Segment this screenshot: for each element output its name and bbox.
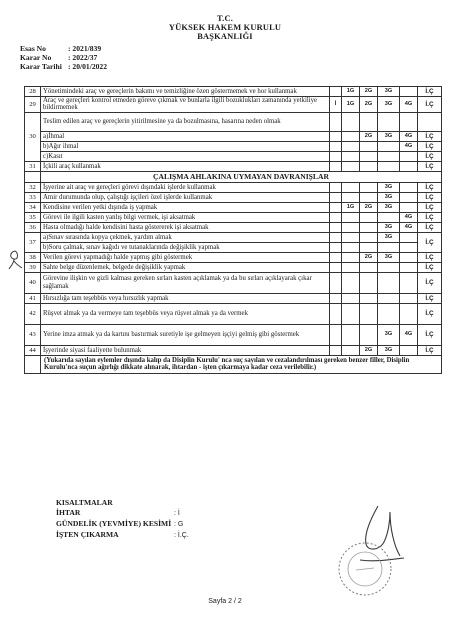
dismissal-cell: İ.Ç <box>418 161 442 171</box>
table-row <box>25 345 442 355</box>
dismissal-cell: İ.Ç <box>418 252 442 262</box>
table-row <box>25 202 442 212</box>
penalty-cell <box>330 87 342 97</box>
offense-text: Verilen görevi yapmadığı halde yapmış gibi göstermek <box>41 252 330 262</box>
dismissal-cell: İ.Ç <box>418 293 442 303</box>
table-row <box>25 262 442 272</box>
table-row <box>25 293 442 303</box>
penalty-cell: 3G <box>378 232 400 242</box>
dismissal-cell: İ.Ç <box>418 97 442 113</box>
decision-date-value: : 20/01/2022 <box>68 62 108 71</box>
dismissal-cell: İ.Ç <box>418 141 442 151</box>
dismissal-cell: İ.Ç <box>418 202 442 212</box>
penalty-cell: 2G <box>360 202 378 212</box>
row-number: 35 <box>25 212 41 222</box>
row-number: 28 <box>25 87 41 97</box>
abbreviation-code: : İ <box>174 510 180 517</box>
abbreviation-term: İHTAR <box>56 508 81 517</box>
abbreviations <box>56 498 189 541</box>
decision-number-value: : 2022/37 <box>68 53 98 62</box>
dismissal-cell: İ.Ç <box>418 345 442 355</box>
table-row <box>25 112 442 131</box>
penalty-cell: 2G <box>360 252 378 262</box>
abbreviation-term: İŞTEN ÇIKARMA <box>56 530 119 539</box>
penalty-cell: 2G <box>360 345 378 355</box>
dismissal-cell: İ.Ç <box>418 151 442 161</box>
offense-text: İşyerine ait araç ve gereçleri görevi dışındaki işlerde kullanmak <box>41 182 330 192</box>
table-row <box>25 161 442 171</box>
offense-text: Rüşvet almak ya da vermeye tam teşebbüs veya rüşvet almak ya da vermek <box>41 303 330 324</box>
row-number: 34 <box>25 202 41 212</box>
penalty-cell <box>400 87 418 97</box>
offense-text: Hırsızlığa tam teşebbüs veya hırsızlık yapmak <box>41 293 330 303</box>
dismissal-cell: İ.Ç <box>418 324 442 345</box>
discipline-table <box>24 86 442 374</box>
case-number-value: : 2021/839 <box>68 44 102 53</box>
case-number-row <box>20 44 107 53</box>
row-number: 33 <box>25 192 41 202</box>
table-row <box>25 151 442 161</box>
penalty-cell: 3G <box>378 345 400 355</box>
offense-text: Kendisine verilen yetki dışında iş yapmak <box>41 202 330 212</box>
row-number: 40 <box>25 272 41 293</box>
penalty-cell: 3G <box>378 324 400 345</box>
row-number: 32 <box>25 182 41 192</box>
section-row <box>25 171 442 182</box>
row-number: 41 <box>25 293 41 303</box>
note-text: (Yukarıda sayılan eylemler dışında kalıp da Disiplin Kurulu' nca suç sayılan ve cezalandırılması gereken benzer filler, Disiplin Kurulu'nca suçun ağırlığı dikkate alınarak, ihtardan - işten çıkarmaya kadar ceza verilebilir.) <box>41 355 442 373</box>
penalty-cell: 2G <box>360 97 378 113</box>
table-row <box>25 131 442 141</box>
penalty-cell: 3G <box>378 131 400 141</box>
abbreviation-term: GÜNDELİK (YEVMİYE) KESİMİ <box>56 519 172 528</box>
decision-date-row <box>20 62 107 71</box>
penalty-cell: 3G <box>378 252 400 262</box>
table-row <box>25 222 442 232</box>
penalty-cell: 4G <box>400 324 418 345</box>
decision-date-label: Karar Tarihi <box>20 62 62 71</box>
table-row <box>25 141 442 151</box>
dismissal-cell: İ.Ç <box>418 303 442 324</box>
penalty-cell: 3G <box>378 182 400 192</box>
offense-text: Görevine ilişkin ve gizli kalması gereken sırları kasten açıklamak ya da bu sırları açıklayarak çıkar sağlamak <box>41 272 330 293</box>
table-row <box>25 232 442 242</box>
penalty-cell: 3G <box>378 192 400 202</box>
penalty-cell: 4G <box>400 97 418 113</box>
header-tc: T.C. <box>217 14 233 23</box>
penalty-cell: 3G <box>378 202 400 212</box>
penalty-cell: 3G <box>378 97 400 113</box>
offense-text: Hasta olmadığı halde kendisini hasta göstererek işi aksatmak <box>41 222 330 232</box>
row-number: 29 <box>25 97 41 113</box>
penalty-cell: 1G <box>342 97 360 113</box>
abbreviation-code: : İ.Ç. <box>174 532 189 539</box>
offense-subitem: b)Ağır ihmal <box>41 141 330 151</box>
penalty-cell: 4G <box>400 212 418 222</box>
dismissal-cell: İ.Ç <box>418 87 442 97</box>
official-seal-icon <box>336 540 394 598</box>
page-number: Sayfa 2 / 2 <box>208 598 242 605</box>
offense-text: Yerine imza atmak ya da kartını bastırmak suretiyle işe gelmeyen işçiyi gelmiş gibi göstermek <box>41 324 330 345</box>
row-number: 44 <box>25 345 41 355</box>
header-office: BAŞKANLIĞI <box>197 32 253 41</box>
dismissal-cell: İ.Ç <box>418 232 442 252</box>
abbreviations-title: KISALTMALAR <box>56 498 113 507</box>
penalty-cell: 4G <box>400 131 418 141</box>
table-row <box>25 97 442 113</box>
table-row <box>25 212 442 222</box>
offense-text: Teslim edilen araç ve gereçlerin yitirilmesine ya da bozulmasına, hasarına neden olmak <box>41 112 330 131</box>
offense-subitem: b)Soru çalmak, sınav kağıdı ve tutanaklarında değişiklik yapmak <box>41 242 330 252</box>
penalty-cell: 3G <box>378 222 400 232</box>
offense-subitem: a)İhmal <box>41 131 330 141</box>
case-info <box>20 44 107 71</box>
table-row <box>25 252 442 262</box>
table-row <box>25 303 442 324</box>
abbreviation-row <box>56 530 189 541</box>
dismissal-cell: İ.Ç <box>418 262 442 272</box>
section-title: ÇALIŞMA AHLAKINA UYMAYAN DAVRANIŞLAR <box>41 171 442 182</box>
table-row <box>25 272 442 293</box>
dismissal-cell: İ.Ç <box>418 182 442 192</box>
dismissal-cell: İ.Ç <box>418 131 442 141</box>
penalty-cell: 3G <box>378 87 400 97</box>
dismissal-cell: İ.Ç <box>418 272 442 293</box>
abbreviation-row <box>56 519 189 530</box>
penalty-cell: 2G <box>360 131 378 141</box>
table-row <box>25 192 442 202</box>
row-number: 30 <box>25 112 41 161</box>
row-number: 42 <box>25 303 41 324</box>
decision-number-row <box>20 53 107 62</box>
offense-text: Görevi ile ilgili kasten yanlış bilgi vermek, işi aksatmak <box>41 212 330 222</box>
note-row <box>25 355 442 373</box>
penalty-cell: 1G <box>342 202 360 212</box>
offense-text: Sahte belge düzenlemek, belgede değişiklik yapmak <box>41 262 330 272</box>
dismissal-cell: İ.Ç <box>418 212 442 222</box>
offense-text: İçkili araç kullanmak <box>41 161 330 171</box>
row-number: 39 <box>25 262 41 272</box>
penalty-cell: 1G <box>342 87 360 97</box>
dismissal-cell: İ.Ç <box>418 192 442 202</box>
offense-subitem: c)Kasıt <box>41 151 330 161</box>
row-number: 43 <box>25 324 41 345</box>
penalty-cell: 2G <box>360 87 378 97</box>
offense-text: Yönetimindeki araç ve gereçlerin bakımı ve temizliğine özen göstermemek ve hor kullanmak <box>41 87 330 97</box>
penalty-cell: 4G <box>400 222 418 232</box>
offense-text: İşyerinde siyasi faaliyette bulunmak <box>41 345 330 355</box>
table-row <box>25 87 442 97</box>
table-row <box>25 182 442 192</box>
row-number: 36 <box>25 222 41 232</box>
table-row <box>25 324 442 345</box>
offense-subitem: a)Sınav sırasında kopya çekmek, yardım almak <box>41 232 330 242</box>
abbreviation-row <box>56 508 189 519</box>
handwritten-mark-icon <box>6 248 24 272</box>
penalty-cell: İ <box>330 97 342 113</box>
header-institution: YÜKSEK HAKEM KURULU <box>168 23 282 32</box>
dismissal-cell: İ.Ç <box>418 222 442 232</box>
table-row <box>25 242 442 252</box>
offense-text: Araç ve gereçleri kontrol etmeden göreve çıkmak ve bunlarla ilgili bozuklukları zamanında yetkiliye bildirmemek <box>41 97 330 113</box>
row-number: 37 <box>25 232 41 252</box>
penalty-cell: 4G <box>400 141 418 151</box>
row-number: 31 <box>25 161 41 171</box>
row-number: 38 <box>25 252 41 262</box>
decision-number-label: Karar No <box>20 53 52 62</box>
offense-text: Amir durumunda olup, çalıştığı işçileri özel işlerde kullanmak <box>41 192 330 202</box>
case-number-label: Esas No <box>20 44 46 53</box>
abbreviation-code: : G <box>174 521 184 528</box>
